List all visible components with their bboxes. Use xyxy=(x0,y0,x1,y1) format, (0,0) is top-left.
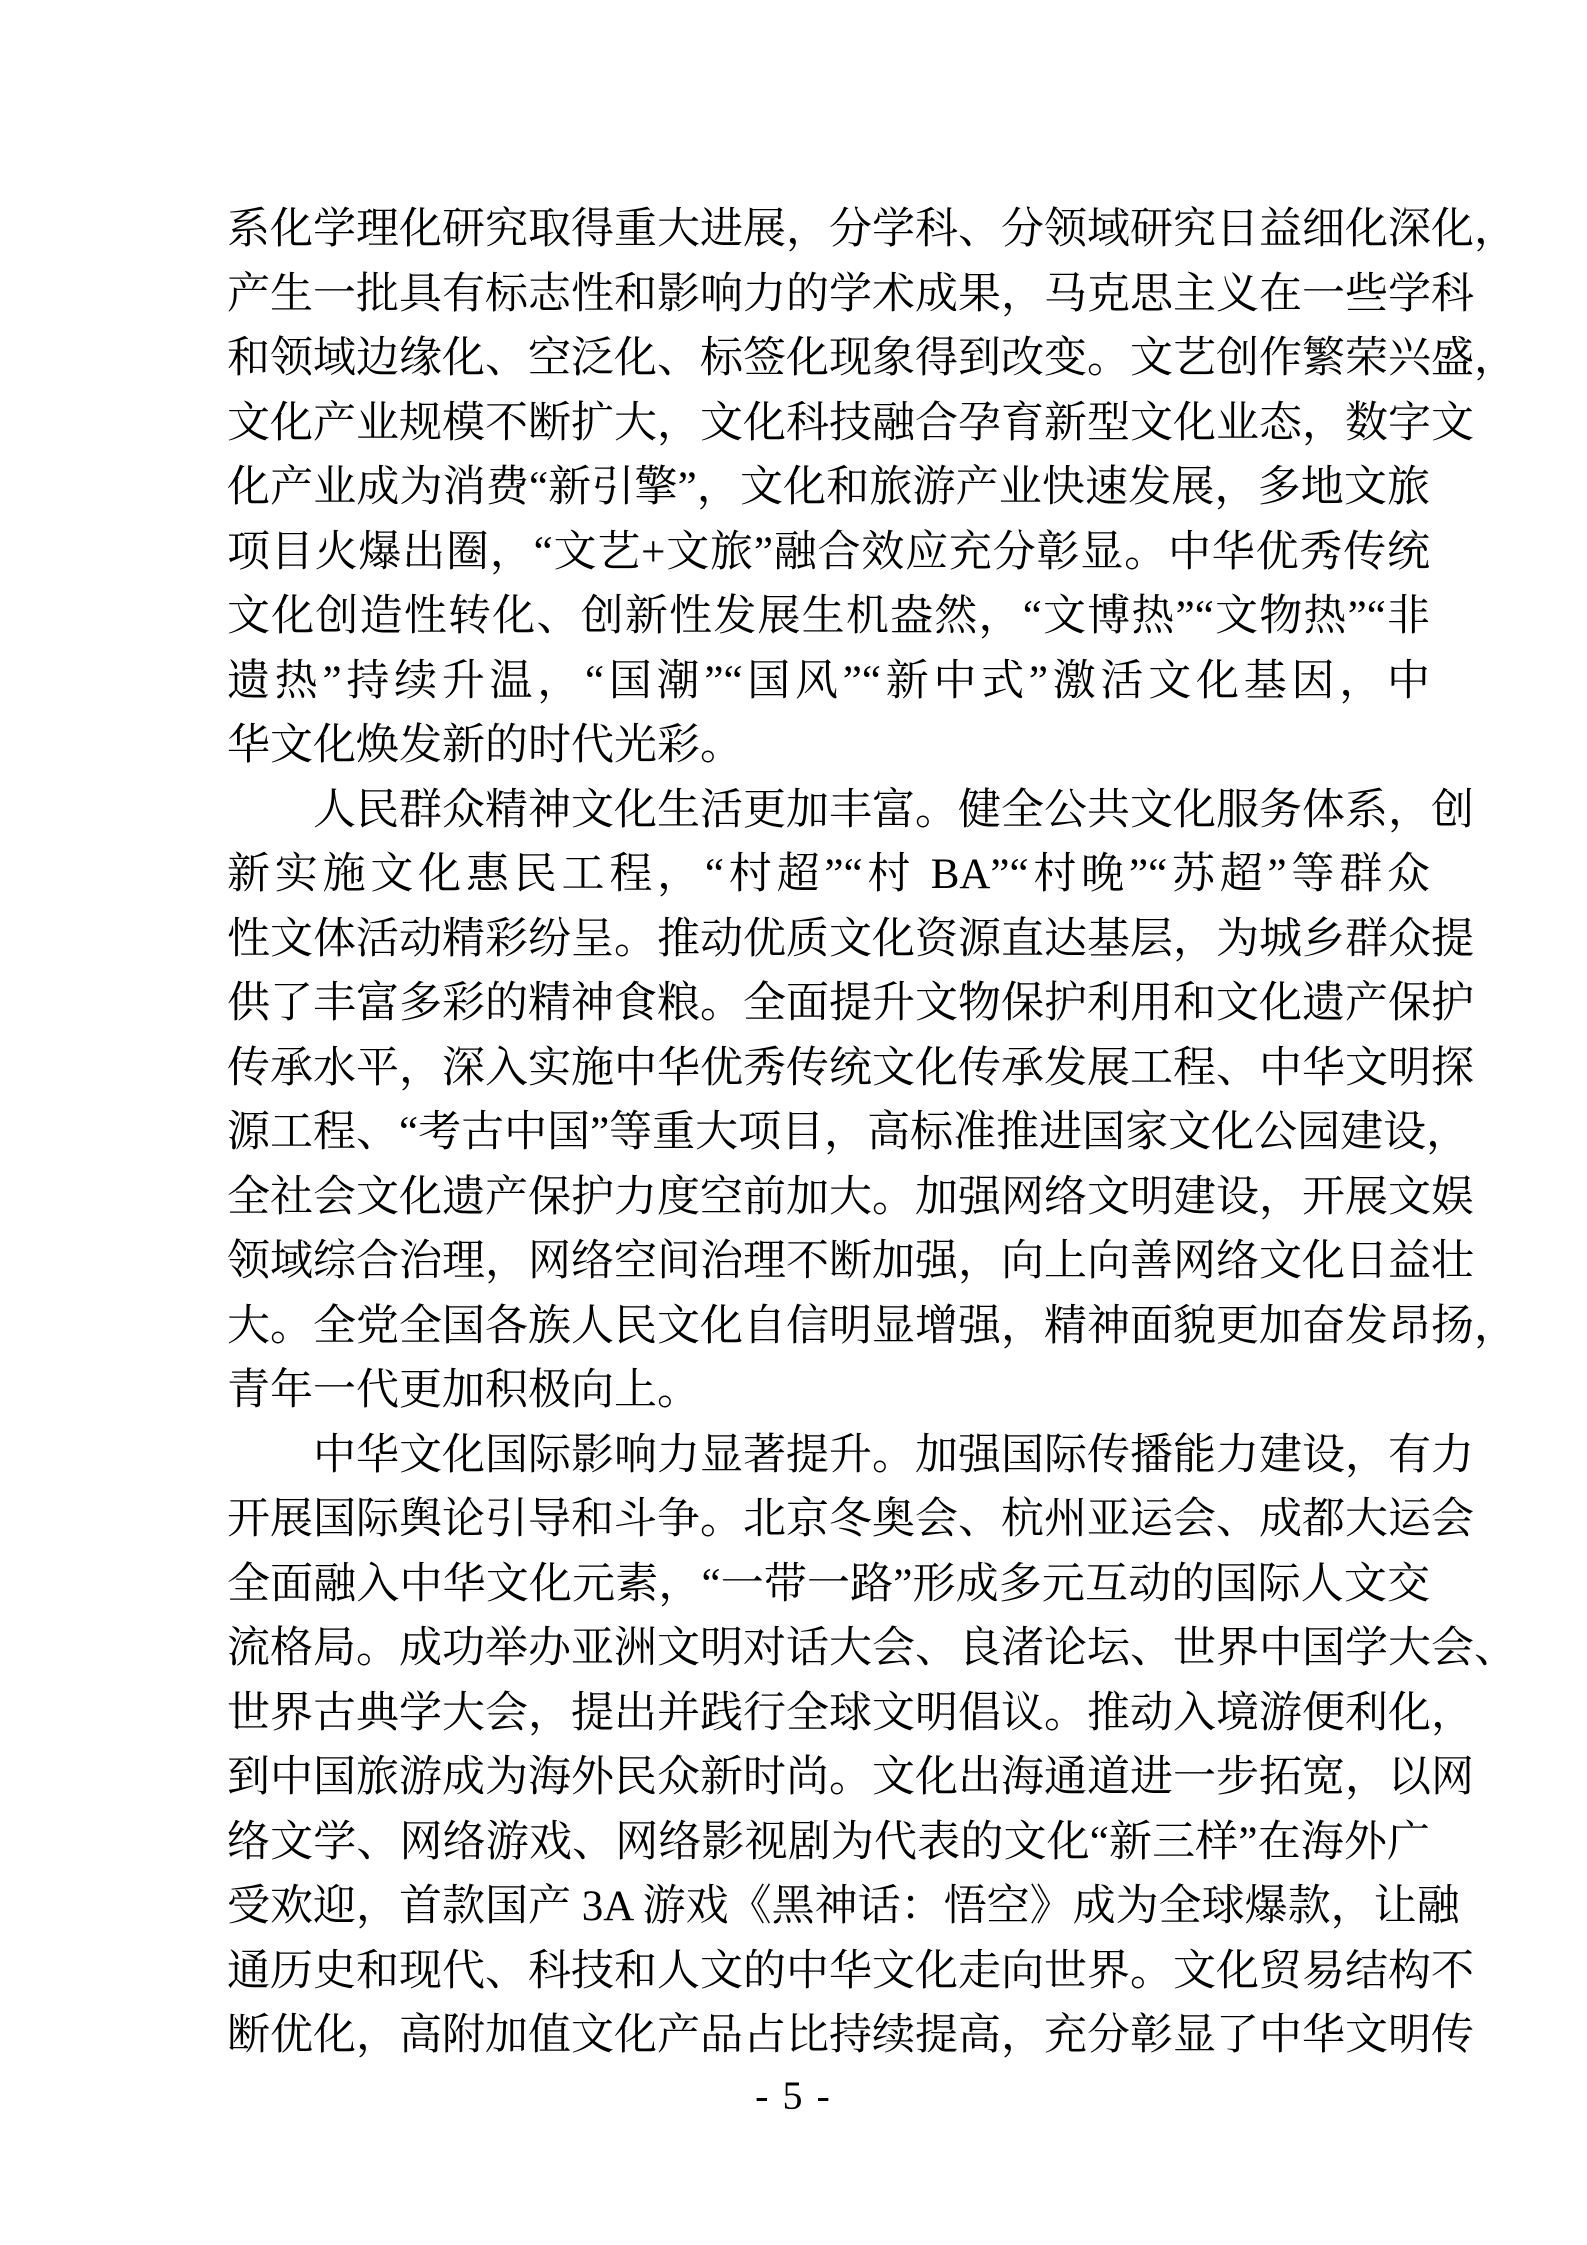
text-line-paragraph-end: 华文化焕发新的时代光彩。 xyxy=(227,722,743,769)
text-line: 和领域边缘化、空泛化、标签化现象得到改变。文艺创作繁荣兴盛， xyxy=(227,335,1517,382)
page-number: - 5 - xyxy=(755,2073,832,2118)
text-line-paragraph-start: 中华文化国际影响力显著提升。加强国际传播能力建设，有力 xyxy=(313,1431,1474,1479)
text-line-paragraph-start: 人民群众精神文化生活更加丰富。健全公共文化服务体系，创 xyxy=(313,786,1474,834)
text-line: 项目火爆出圈，“文艺+文旅”融合效应充分彰显。中华优秀传统 xyxy=(227,528,1430,576)
text-line: 全社会文化遗产保护力度空前加大。加强网络文明建设，开展文娱 xyxy=(227,1173,1474,1221)
text-line: 大。全党全国各族人民文化自信明显增强，精神面貌更加奋发昂扬， xyxy=(227,1302,1517,1350)
text-line: 性文体活动精彩纷呈。推动优质文化资源直达基层，为城乡群众提 xyxy=(227,915,1474,963)
text-line: 遗热”持续升温，“国潮”“国风”“新中式”激活文化基因，中 xyxy=(227,657,1430,705)
text-line-paragraph-end: 青年一代更加积极向上。 xyxy=(227,1367,700,1414)
text-line: 全面融入中华文化元素，“一带一路”形成多元互动的国际人文交 xyxy=(227,1560,1430,1608)
text-line: 断优化，高附加值文化产品占比持续提高，充分彰显了中华文明传 xyxy=(227,2012,1474,2059)
text-line: 世界古典学大会，提出并践行全球文明倡议。推动入境游便利化， xyxy=(227,1689,1474,1737)
text-line: 新实施文化惠民工程，“村超”“村 BA”“村晚”“苏超”等群众 xyxy=(227,851,1430,898)
text-line: 传承水平，深入实施中华优秀传统文化传承发展工程、中华文明探 xyxy=(227,1044,1474,1092)
text-line: 受欢迎，首款国产 3A 游戏《黑神话：悟空》成为全球爆款，让融 xyxy=(227,1883,1460,1930)
text-line: 流格局。成功举办亚洲文明对话大会、良渚论坛、世界中国学大会、 xyxy=(227,1625,1517,1672)
text-line: 通历史和现代、科技和人文的中华文化走向世界。文化贸易结构不 xyxy=(227,1947,1474,1995)
text-line: 产生一批具有标志性和影响力的学术成果，马克思主义在一些学科 xyxy=(227,270,1474,318)
body-text-block xyxy=(227,198,1517,2069)
text-line: 系化学理化研究取得重大进展，分学科、分领域研究日益细化深化， xyxy=(227,206,1517,253)
text-line: 化产业成为消费“新引擎”，文化和旅游产业快速发展，多地文旅 xyxy=(227,464,1430,511)
text-line: 开展国际舆论引导和斗争。北京冬奥会、杭州亚运会、成都大运会 xyxy=(227,1496,1474,1543)
text-line: 到中国旅游成为海外民众新时尚。文化出海通道进一步拓宽，以网 xyxy=(227,1754,1474,1801)
text-line: 供了丰富多彩的精神食粮。全面提升文物保护利用和文化遗产保护 xyxy=(227,980,1474,1027)
text-line: 源工程、“考古中国”等重大项目，高标准推进国家文化公园建设， xyxy=(227,1109,1470,1156)
text-line: 文化创造性转化、创新性发展生机盎然，“文博热”“文物热”“非 xyxy=(227,593,1430,640)
text-line: 文化产业规模不断扩大，文化科技融合孕育新型文化业态，数字文 xyxy=(227,399,1474,447)
text-line: 领域综合治理，网络空间治理不断加强，向上向善网络文化日益壮 xyxy=(227,1238,1474,1285)
text-line: 络文学、网络游戏、网络影视剧为代表的文化“新三样”在海外广 xyxy=(227,1818,1430,1866)
